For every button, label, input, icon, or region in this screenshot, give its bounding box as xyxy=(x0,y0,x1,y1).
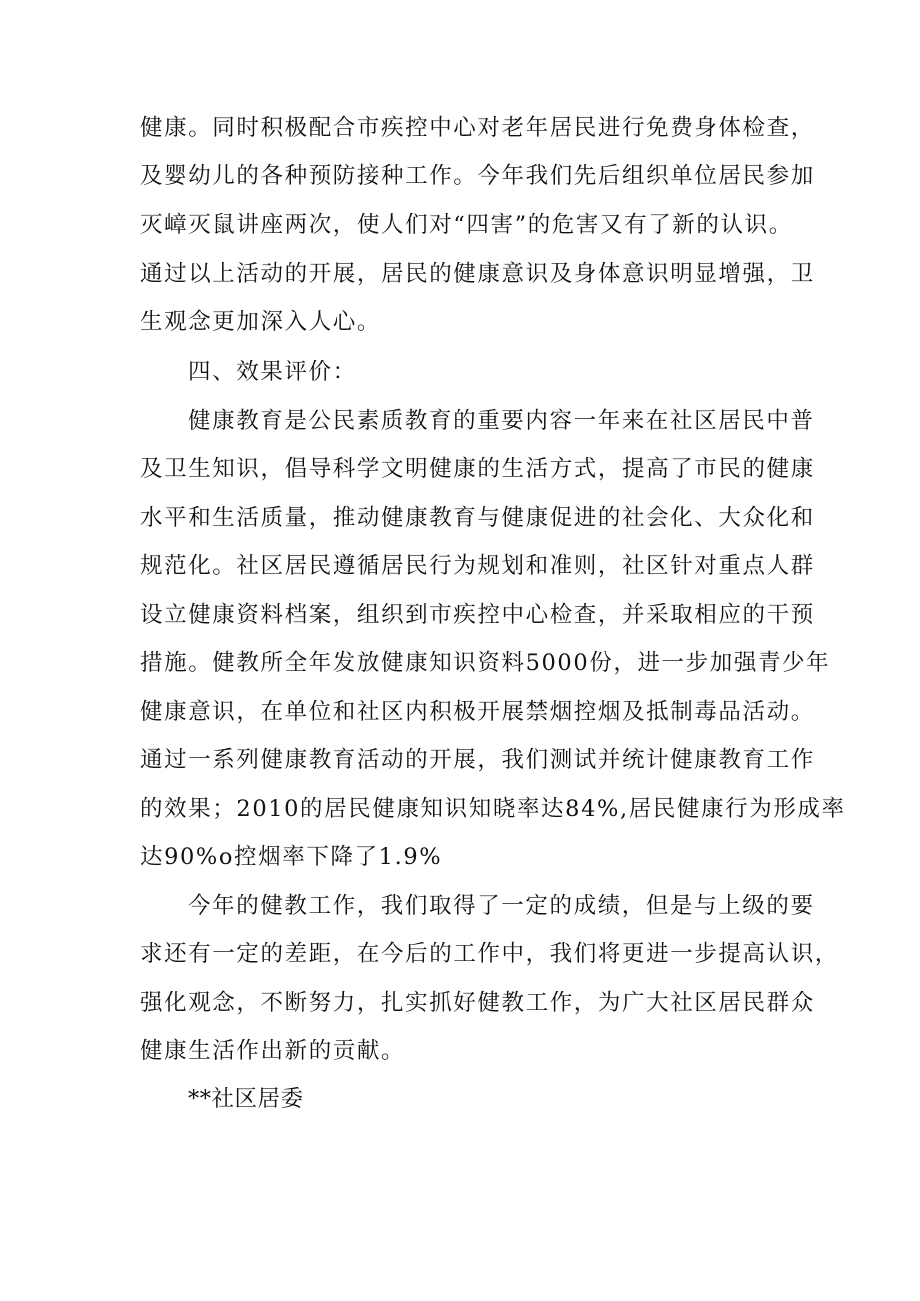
body-text-line: 设立健康资料档案，组织到市疾控中心检查，并采取相应的干预 xyxy=(140,602,815,628)
body-text-line: 及婴幼儿的各种预防接种工作。今年我们先后组织单位居民参加 xyxy=(140,163,815,189)
body-text-line: 灭嶂灭鼠讲座两次，使人们对“四害”的危害又有了新的认识。 xyxy=(140,212,793,238)
signature-line: **社区居委 xyxy=(188,1086,304,1112)
body-text-line: 通过以上活动的开展，居民的健康意识及身体意识明显增强，卫 xyxy=(140,261,815,287)
body-text-line: 及卫生知识，倡导科学文明健康的生活方式，提高了市民的健康 xyxy=(140,456,815,482)
body-text-line: 规范化。社区居民遵循居民行为规划和准则，社区针对重点人群 xyxy=(140,553,815,579)
body-text-line: 的效果；2010的居民健康知识知晓率达84%,居民健康行为形成率 xyxy=(140,796,846,822)
body-text-line: 强化观念，不断努力，扎实抓好健教工作，为广大社区居民群众 xyxy=(140,990,815,1016)
body-text-line: 今年的健教工作，我们取得了一定的成绩，但是与上级的要 xyxy=(188,893,815,919)
body-text-line: 达90%o控烟率下降了1.9% xyxy=(140,844,443,870)
body-text-line: 生观念更加深入人心。 xyxy=(140,309,382,335)
body-text-line: 健康。同时积极配合市疾控中心对老年居民进行免费身体检查， xyxy=(140,115,815,141)
body-text-line: 措施。健教所全年发放健康知识资料5000份，进一步加强青少年 xyxy=(140,650,831,676)
body-text-line: 通过一系列健康教育活动的开展，我们测试并统计健康教育工作 xyxy=(140,747,815,773)
body-text-line: 求还有一定的差距，在今后的工作中，我们将更进一步提高认识， xyxy=(140,941,839,967)
body-text-line: 水平和生活质量，推动健康教育与健康促进的社会化、大众化和 xyxy=(140,505,815,531)
body-text-line: 健康意识，在单位和社区内积极开展禁烟控烟及抵制毒品活动。 xyxy=(140,699,815,725)
body-text-line: 健康教育是公民素质教育的重要内容一年来在社区居民中普 xyxy=(188,408,815,434)
section-heading: 四、效果评价： xyxy=(188,359,357,385)
body-text-line: 健康生活作出新的贡献。 xyxy=(140,1038,406,1064)
